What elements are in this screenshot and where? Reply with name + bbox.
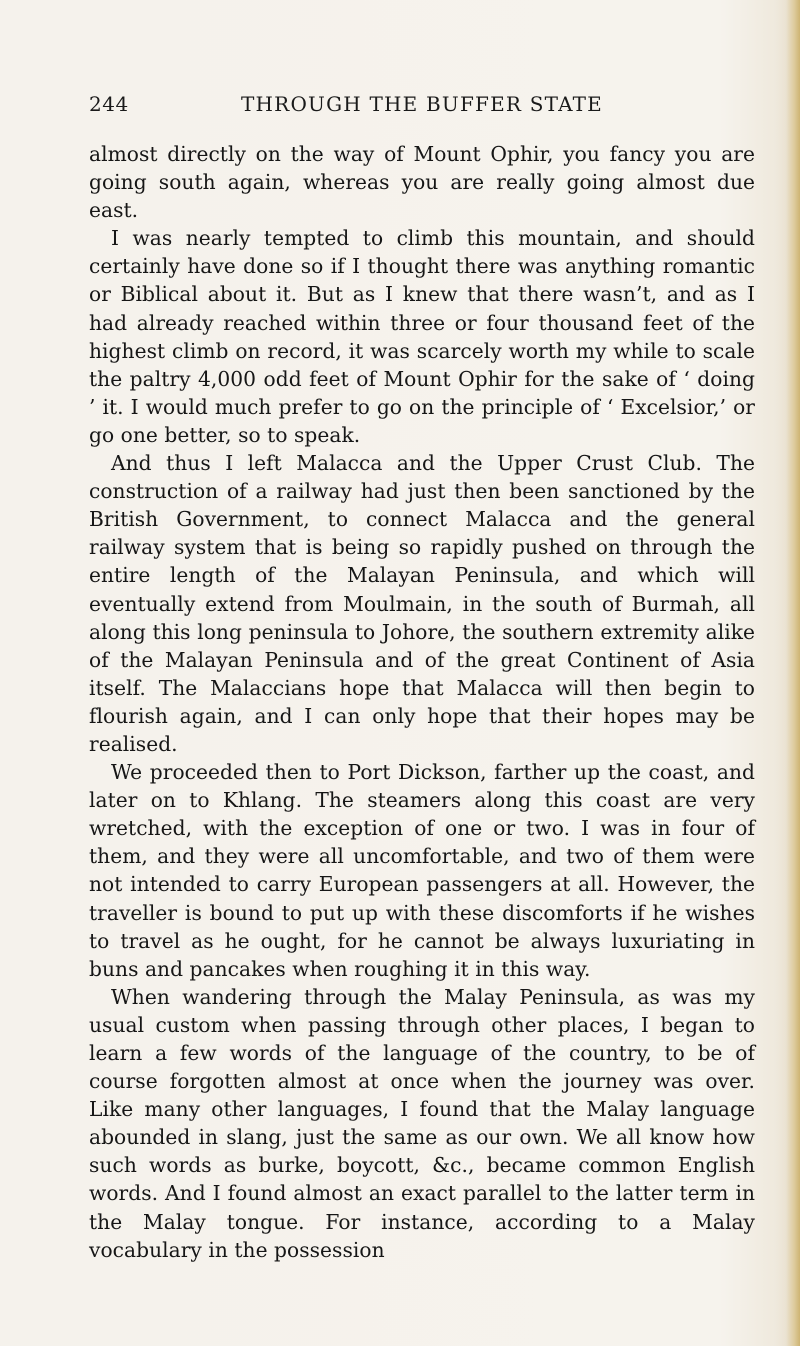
paragraph-continued: almost directly on the way of Mount Ophir, you fancy you are going south again, whereas you are really going almost due east. <box>89 142 755 223</box>
running-head-title: THROUGH THE BUFFER STATE <box>241 92 603 116</box>
page-number: 244 <box>89 92 129 116</box>
paragraph: And thus I left Malacca and the Upper Crust Club. The construction of a railway had just then been sanctioned by the British Government, to connect Malacca and the general railway system that is being so rapidly pushed on through the entire length of the Malayan Peninsula, and which will eventually extend from Moulmain, in the south of Burmah, all along this long peninsula to Johore, the southern extremity alike of the Malayan Peninsula and of the great Continent of Asia itself. The Malaccians hope that Malacca will then begin to flourish again, and I can only hope that their hopes may be realised. <box>89 451 755 756</box>
paragraph: We proceeded then to Port Dickson, farther up the coast, and later on to Khlang. The steamers along this coast are very wretched, with the exception of one or two. I was in four of them, and they were all uncomfortable, and two of them were not intended to carry European passengers at all. However, the traveller is bound to put up with these discomforts if he wishes to travel as he ought, for he cannot be always luxuriating in buns and pancakes when roughing it in this way. <box>89 760 755 981</box>
paragraph: I was nearly tempted to climb this mountain, and should certainly have done so if I thought there was anything romantic or Biblical about it. But as I knew that there wasn’t, and as I had already reached within three or four thousand feet of the highest climb on record, it was scarcely worth my while to scale the paltry 4,000 odd feet of Mount Ophir for the sake of ‘ doing ’ it. I would much prefer to go on the principle of ‘ Excelsior,’ or go one better, so to speak. <box>89 226 755 447</box>
paragraph: When wandering through the Malay Peninsula, as was my usual custom when passing through other places, I began to learn a few words of the language of the country, to be of course forgotten almost at once when the journey was over. Like many other languages, I found that the Malay language abounded in slang, just the same as our own. We all know how such words as burke, boycott, &c., became common English words. And I found almost an exact parallel to the latter term in the Malay tongue. For instance, according to a Malay vocabulary in the possession <box>89 984 755 1262</box>
running-header <box>89 92 739 122</box>
body-text <box>89 140 755 1264</box>
page-edge-shadow <box>786 0 800 1346</box>
